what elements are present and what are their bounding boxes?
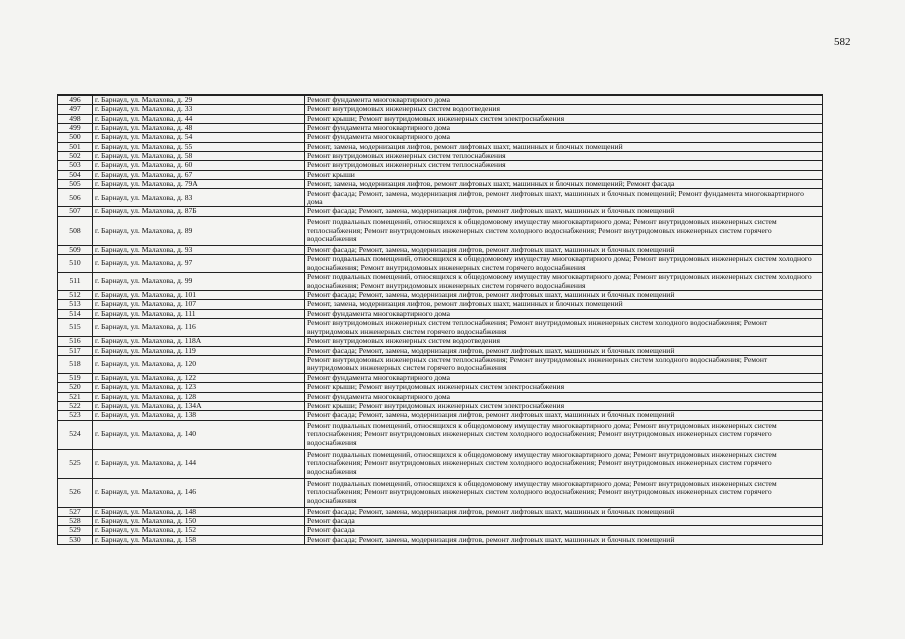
work-type-cell: Ремонт подвальных помещений, относящихся к общедомовому имуществу многоквартирного дома; Ремонт внутридомовых инженерных систем теплоснабжения; Ремонт внутридомовых инженерных систем холодного водоснабжения; Ремонт внутридомовых инженерных систем горячего водоснабжения — [305, 449, 823, 478]
table-row — [58, 373, 823, 382]
address-cell: г. Барнаул, ул. Малахова, д. 118А — [93, 337, 305, 346]
address-cell: г. Барнаул, ул. Малахова, д. 107 — [93, 300, 305, 309]
row-number-cell: 510 — [58, 255, 93, 273]
table-row — [58, 161, 823, 170]
row-number-cell: 508 — [58, 216, 93, 245]
work-type-cell: Ремонт фасада — [305, 516, 823, 525]
row-number-cell: 527 — [58, 507, 93, 516]
address-cell: г. Барнаул, ул. Малахова, д. 122 — [93, 373, 305, 382]
table-row — [58, 383, 823, 392]
work-type-cell: Ремонт фундамента многоквартирного дома — [305, 124, 823, 133]
table-row — [58, 346, 823, 355]
address-cell: г. Барнаул, ул. Малахова, д. 83 — [93, 189, 305, 207]
row-number-cell: 528 — [58, 516, 93, 525]
row-number-cell: 512 — [58, 291, 93, 300]
work-type-cell: Ремонт фундамента многоквартирного дома — [305, 373, 823, 382]
address-cell: г. Барнаул, ул. Малахова, д. 134А — [93, 401, 305, 410]
table-row — [58, 133, 823, 142]
row-number-cell: 524 — [58, 420, 93, 449]
address-cell: г. Барнаул, ул. Малахова, д. 87Б — [93, 207, 305, 216]
table-row — [58, 401, 823, 410]
address-cell: г. Барнаул, ул. Малахова, д. 152 — [93, 526, 305, 535]
address-cell: г. Барнаул, ул. Малахова, д. 33 — [93, 105, 305, 114]
table-row — [58, 142, 823, 151]
address-cell: г. Барнаул, ул. Малахова, д. 89 — [93, 216, 305, 245]
table-row — [58, 216, 823, 245]
work-type-cell: Ремонт внутридомовых инженерных систем водоотведения — [305, 105, 823, 114]
address-cell: г. Барнаул, ул. Малахова, д. 128 — [93, 392, 305, 401]
work-type-cell: Ремонт внутридомовых инженерных систем теплоснабжения — [305, 161, 823, 170]
row-number-cell: 505 — [58, 180, 93, 189]
work-type-cell: Ремонт внутридомовых инженерных систем теплоснабжения; Ремонт внутридомовых инженерных систем холодного водоснабжения; Ремонт внутридомовых инженерных систем горячего водоснабжения — [305, 355, 823, 373]
work-type-cell: Ремонт фасада; Ремонт, замена, модернизация лифтов, ремонт лифтовых шахт, машинных и блочных помещений — [305, 291, 823, 300]
address-cell: г. Барнаул, ул. Малахова, д. 111 — [93, 309, 305, 318]
address-cell: г. Барнаул, ул. Малахова, д. 158 — [93, 535, 305, 544]
row-number-cell: 500 — [58, 133, 93, 142]
row-number-cell: 503 — [58, 161, 93, 170]
address-cell: г. Барнаул, ул. Малахова, д. 119 — [93, 346, 305, 355]
row-number-cell: 499 — [58, 124, 93, 133]
address-cell: г. Барнаул, ул. Малахова, д. 138 — [93, 411, 305, 420]
address-cell: г. Барнаул, ул. Малахова, д. 97 — [93, 255, 305, 273]
address-cell: г. Барнаул, ул. Малахова, д. 54 — [93, 133, 305, 142]
row-number-cell: 514 — [58, 309, 93, 318]
work-type-cell: Ремонт, замена, модернизация лифтов, ремонт лифтовых шахт, машинных и блочных помещений; Ремонт фасада — [305, 180, 823, 189]
row-number-cell: 496 — [58, 96, 93, 105]
row-number-cell: 502 — [58, 152, 93, 161]
row-number-cell: 498 — [58, 114, 93, 123]
table-row — [58, 411, 823, 420]
row-number-cell: 529 — [58, 526, 93, 535]
row-number-cell: 517 — [58, 346, 93, 355]
table-row — [58, 516, 823, 525]
table-row — [58, 180, 823, 189]
table-row — [58, 291, 823, 300]
address-cell: г. Барнаул, ул. Малахова, д. 148 — [93, 507, 305, 516]
work-type-cell: Ремонт фасада; Ремонт, замена, модернизация лифтов, ремонт лифтовых шахт, машинных и блочных помещений — [305, 346, 823, 355]
table-row — [58, 355, 823, 373]
row-number-cell: 506 — [58, 189, 93, 207]
address-cell: г. Барнаул, ул. Малахова, д. 93 — [93, 245, 305, 254]
address-cell: г. Барнаул, ул. Малахова, д. 144 — [93, 449, 305, 478]
table-row — [58, 189, 823, 207]
work-type-cell: Ремонт подвальных помещений, относящихся к общедомовому имуществу многоквартирного дома; Ремонт внутридомовых инженерных систем теплоснабжения; Ремонт внутридомовых инженерных систем холодного водоснабжения; Ремонт внутридомовых инженерных систем горячего водоснабжения — [305, 478, 823, 507]
address-cell: г. Барнаул, ул. Малахова, д. 60 — [93, 161, 305, 170]
row-number-cell: 511 — [58, 273, 93, 291]
row-number-cell: 523 — [58, 411, 93, 420]
row-number-cell: 516 — [58, 337, 93, 346]
address-cell: г. Барнаул, ул. Малахова, д. 44 — [93, 114, 305, 123]
row-number-cell: 513 — [58, 300, 93, 309]
table-row — [58, 309, 823, 318]
row-number-cell: 518 — [58, 355, 93, 373]
table-row — [58, 535, 823, 544]
work-type-cell: Ремонт фасада; Ремонт, замена, модернизация лифтов, ремонт лифтовых шахт, машинных и блочных помещений — [305, 411, 823, 420]
row-number-cell: 525 — [58, 449, 93, 478]
table-row — [58, 245, 823, 254]
address-cell: г. Барнаул, ул. Малахова, д. 67 — [93, 170, 305, 179]
work-type-cell: Ремонт фасада; Ремонт, замена, модернизация лифтов, ремонт лифтовых шахт, машинных и блочных помещений — [305, 245, 823, 254]
address-cell: г. Барнаул, ул. Малахова, д. 116 — [93, 319, 305, 337]
table-row — [58, 337, 823, 346]
work-type-cell: Ремонт подвальных помещений, относящихся к общедомовому имуществу многоквартирного дома; Ремонт внутридомовых инженерных систем теплоснабжения; Ремонт внутридомовых инженерных систем холодного водоснабжения; Ремонт внутридомовых инженерных систем горячего водоснабжения — [305, 216, 823, 245]
work-type-cell: Ремонт подвальных помещений, относящихся к общедомовому имуществу многоквартирного дома; Ремонт внутридомовых инженерных систем холодного водоснабжения; Ремонт внутридомовых инженерных систем горячего водоснабжения — [305, 273, 823, 291]
work-type-cell: Ремонт крыши; Ремонт внутридомовых инженерных систем электроснабжения — [305, 114, 823, 123]
table-row — [58, 420, 823, 449]
row-number-cell: 519 — [58, 373, 93, 382]
work-type-cell: Ремонт подвальных помещений, относящихся к общедомовому имуществу многоквартирного дома; Ремонт внутридомовых инженерных систем теплоснабжения; Ремонт внутридомовых инженерных систем холодного водоснабжения; Ремонт внутридомовых инженерных систем горячего водоснабжения — [305, 420, 823, 449]
work-type-cell: Ремонт крыши; Ремонт внутридомовых инженерных систем электроснабжения — [305, 401, 823, 410]
address-cell: г. Барнаул, ул. Малахова, д. 123 — [93, 383, 305, 392]
address-cell: г. Барнаул, ул. Малахова, д. 140 — [93, 420, 305, 449]
table-row — [58, 105, 823, 114]
repair-register-table — [57, 94, 823, 545]
work-type-cell: Ремонт, замена, модернизация лифтов, ремонт лифтовых шахт, машинных и блочных помещений — [305, 142, 823, 151]
work-type-cell: Ремонт фасада — [305, 526, 823, 535]
row-number-cell: 497 — [58, 105, 93, 114]
work-type-cell: Ремонт подвальных помещений, относящихся к общедомовому имуществу многоквартирного дома; Ремонт внутридомовых инженерных систем холодного водоснабжения; Ремонт внутридомовых инженерных систем горячего водоснабжения — [305, 255, 823, 273]
row-number-cell: 507 — [58, 207, 93, 216]
address-cell: г. Барнаул, ул. Малахова, д. 146 — [93, 478, 305, 507]
row-number-cell: 509 — [58, 245, 93, 254]
table-row — [58, 152, 823, 161]
row-number-cell: 530 — [58, 535, 93, 544]
address-cell: г. Барнаул, ул. Малахова, д. 120 — [93, 355, 305, 373]
work-type-cell: Ремонт внутридомовых инженерных систем теплоснабжения; Ремонт внутридомовых инженерных систем холодного водоснабжения; Ремонт внутридомовых инженерных систем горячего водоснабжения — [305, 319, 823, 337]
address-cell: г. Барнаул, ул. Малахова, д. 29 — [93, 96, 305, 105]
table-row — [58, 170, 823, 179]
table-row — [58, 526, 823, 535]
table-row — [58, 114, 823, 123]
work-type-cell: Ремонт фасада; Ремонт, замена, модернизация лифтов, ремонт лифтовых шахт, машинных и блочных помещений — [305, 507, 823, 516]
work-type-cell: Ремонт крыши; Ремонт внутридомовых инженерных систем электроснабжения — [305, 383, 823, 392]
row-number-cell: 521 — [58, 392, 93, 401]
address-cell: г. Барнаул, ул. Малахова, д. 55 — [93, 142, 305, 151]
address-cell: г. Барнаул, ул. Малахова, д. 101 — [93, 291, 305, 300]
table-row — [58, 96, 823, 105]
table-row — [58, 255, 823, 273]
work-type-cell: Ремонт внутридомовых инженерных систем водоотведения — [305, 337, 823, 346]
row-number-cell: 520 — [58, 383, 93, 392]
work-type-cell: Ремонт фундамента многоквартирного дома — [305, 309, 823, 318]
row-number-cell: 515 — [58, 319, 93, 337]
table-row — [58, 478, 823, 507]
work-type-cell: Ремонт фундамента многоквартирного дома — [305, 133, 823, 142]
table-row — [58, 449, 823, 478]
address-cell: г. Барнаул, ул. Малахова, д. 150 — [93, 516, 305, 525]
address-cell: г. Барнаул, ул. Малахова, д. 79А — [93, 180, 305, 189]
table-row — [58, 124, 823, 133]
row-number-cell: 501 — [58, 142, 93, 151]
table-row — [58, 273, 823, 291]
table-body — [58, 95, 823, 545]
address-cell: г. Барнаул, ул. Малахова, д. 99 — [93, 273, 305, 291]
work-type-cell: Ремонт фасада; Ремонт, замена, модернизация лифтов, ремонт лифтовых шахт, машинных и блочных помещений — [305, 535, 823, 544]
table-row — [58, 300, 823, 309]
work-type-cell: Ремонт внутридомовых инженерных систем теплоснабжения — [305, 152, 823, 161]
table-row — [58, 319, 823, 337]
work-type-cell: Ремонт фасада; Ремонт, замена, модернизация лифтов, ремонт лифтовых шахт, машинных и блочных помещений; Ремонт фундамента многоквартирного дома — [305, 189, 823, 207]
row-number-cell: 504 — [58, 170, 93, 179]
work-type-cell: Ремонт фундамента многоквартирного дома — [305, 392, 823, 401]
table-row — [58, 207, 823, 216]
row-number-cell: 526 — [58, 478, 93, 507]
page-number: 582 — [834, 36, 851, 48]
address-cell: г. Барнаул, ул. Малахова, д. 58 — [93, 152, 305, 161]
table-row — [58, 392, 823, 401]
work-type-cell: Ремонт, замена, модернизация лифтов, ремонт лифтовых шахт, машинных и блочных помещений — [305, 300, 823, 309]
table-row — [58, 507, 823, 516]
row-number-cell: 522 — [58, 401, 93, 410]
work-type-cell: Ремонт фасада; Ремонт, замена, модернизация лифтов, ремонт лифтовых шахт, машинных и блочных помещений — [305, 207, 823, 216]
work-type-cell: Ремонт фундамента многоквартирного дома — [305, 96, 823, 105]
work-type-cell: Ремонт крыши — [305, 170, 823, 179]
address-cell: г. Барнаул, ул. Малахова, д. 48 — [93, 124, 305, 133]
